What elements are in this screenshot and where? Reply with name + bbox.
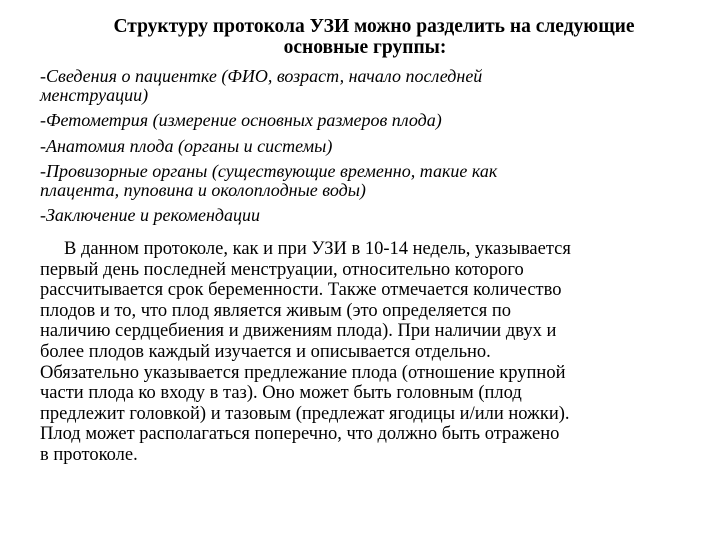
paragraph-line: части плода ко входу в таз). Оно может быть головным (плод: [40, 383, 522, 404]
list-item-patient-info: [40, 67, 700, 104]
slide-title: [40, 16, 690, 58]
list-item-provisional-organs: [40, 162, 700, 199]
paragraph-line: наличию сердцебиения и движениям плода). При наличии двух и: [40, 321, 557, 342]
paragraph-line: предлежит головкой) и тазовым (предлежат ягодицы и/или ножки).: [40, 403, 570, 424]
list-line: менструации): [40, 84, 149, 105]
list-line: -Анатомия плода (органы и системы): [40, 135, 333, 156]
body-paragraph: [40, 239, 705, 466]
paragraph-line: Обязательно указывается предлежание плода (отношение крупной: [40, 362, 566, 383]
list-item-fetometry: [40, 111, 700, 130]
paragraph-line: В данном протоколе, как и при УЗИ в 10-14 недель, указывается: [64, 239, 571, 259]
list-line: -Фетометрия (измерение основных размеров плода): [40, 110, 442, 130]
paragraph-line: плодов и то, что плод является живым (это определяется по: [40, 300, 512, 321]
paragraph-line: Плод может располагаться поперечно, что должно быть отражено: [40, 424, 560, 445]
list-line: -Сведения о пациентке (ФИО, возраст, начало последней: [40, 66, 483, 86]
list-item-conclusion: [40, 206, 700, 225]
paragraph-line: первый день последней менструации, относительно которого: [40, 259, 524, 280]
list-item-anatomy: [40, 137, 700, 156]
title-line-1: Структуру протокола УЗИ можно разделить на следующие: [113, 16, 635, 37]
paragraph-line: рассчитывается срок беременности. Также отмечается количество: [40, 280, 562, 301]
list-line: -Провизорные органы (существующие временно, такие как: [40, 161, 498, 181]
paragraph-line: в протоколе.: [40, 444, 138, 465]
list-line: -Заключение и рекомендации: [40, 205, 261, 225]
list-line: плацента, пуповина и околоплодные воды): [40, 179, 366, 200]
paragraph-line: более плодов каждый изучается и описывается отдельно.: [40, 341, 491, 362]
title-line-2: основные группы:: [283, 37, 447, 58]
protocol-groups-list: [40, 67, 700, 225]
